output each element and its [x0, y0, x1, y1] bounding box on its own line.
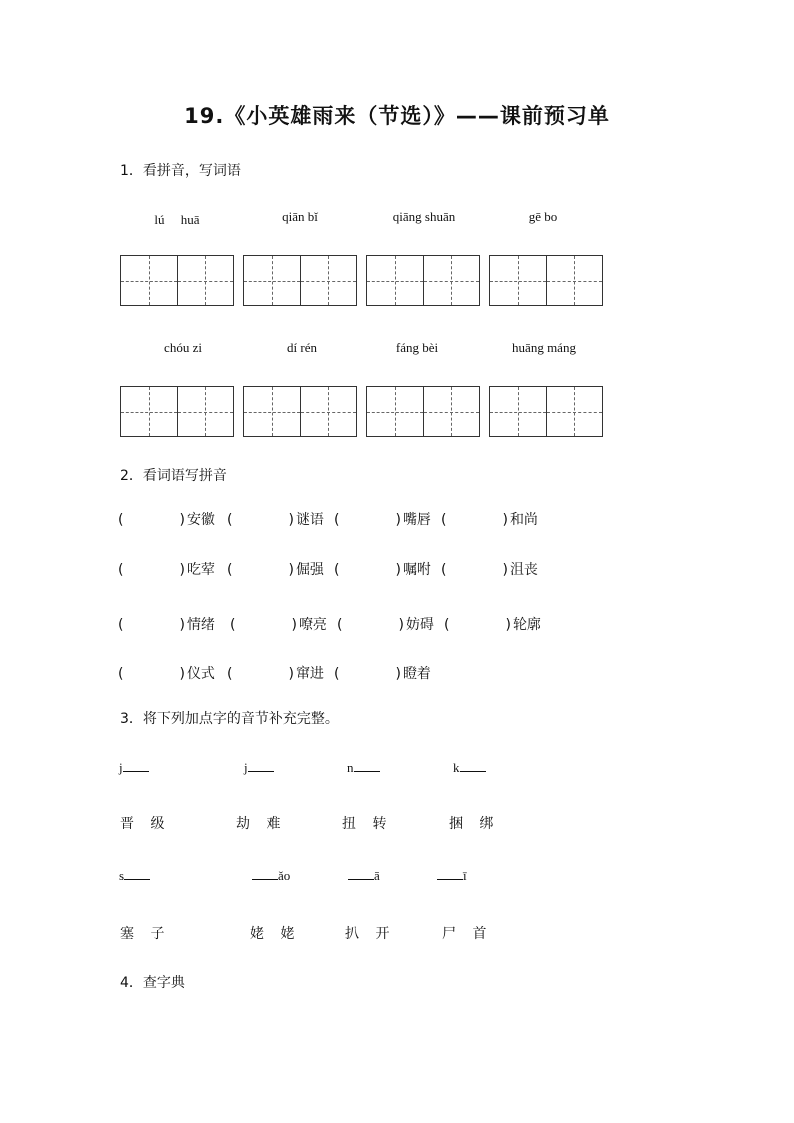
word-with-dotted-char: 晋 级 [120, 816, 171, 832]
word-label: 情绪 [186, 617, 215, 633]
word-label: 和尚 [509, 512, 538, 528]
pinyin-prompt: huāng máng [512, 340, 576, 355]
word-with-dotted-char: 劫 难 [236, 816, 287, 832]
syllable-blank[interactable] [437, 868, 467, 884]
pinyin-blank[interactable]: ( ) 嘹亮 [230, 617, 327, 633]
word-label: 嘹亮 [298, 617, 327, 633]
syllable-blank[interactable] [119, 760, 149, 776]
word-with-dotted-char: 扭 转 [342, 816, 393, 832]
syllable-initial: j [244, 760, 248, 775]
pinyin-blank[interactable]: ( ) 仪式 [118, 666, 215, 682]
writing-grid[interactable] [489, 255, 603, 306]
syllable-blank[interactable] [252, 868, 290, 884]
syllable-blank[interactable] [244, 760, 274, 776]
pinyin-blank[interactable]: ( ) 情绪 [118, 617, 215, 633]
writing-grid[interactable] [243, 255, 357, 306]
word-label: 妨碍 [405, 617, 434, 633]
writing-grid[interactable] [120, 255, 234, 306]
writing-grid[interactable] [366, 255, 480, 306]
syllable-final: ǎo [278, 868, 291, 883]
syllable-final: ī [463, 868, 467, 883]
word-label: 窜进 [295, 666, 324, 682]
word-with-dotted-char: 扒 开 [345, 926, 396, 942]
pinyin-blank[interactable]: ( ) 安徽 [118, 512, 215, 528]
syllable-initial: j [119, 760, 123, 775]
word-label: 嘱咐 [402, 562, 431, 578]
pinyin-prompt: lú huā [154, 212, 200, 227]
syllable-blank[interactable] [348, 868, 380, 884]
syllable-initial: k [453, 760, 460, 775]
pinyin-blank[interactable]: ( ) 窜进 [227, 666, 324, 682]
syllable-blank[interactable] [347, 760, 380, 776]
word-with-dotted-char: 塞 子 [120, 926, 171, 942]
word-with-dotted-char: 尸 首 [442, 926, 493, 942]
word-label: 仪式 [186, 666, 215, 682]
pinyin-blank[interactable]: ( ) 倔强 [227, 562, 324, 578]
pinyin-blank[interactable]: ( ) 嘴唇 [334, 512, 431, 528]
word-label: 倔强 [295, 562, 324, 578]
pinyin-blank[interactable]: ( ) 吃荤 [118, 562, 215, 578]
pinyin-blank[interactable]: ( ) 谜语 [227, 512, 324, 528]
pinyin-blank[interactable]: ( ) 和尚 [441, 512, 538, 528]
word-label: 瞪着 [402, 666, 431, 682]
syllable-blank[interactable] [453, 760, 486, 776]
question-2-heading: 2．看词语写拼音 [120, 468, 227, 484]
pinyin-blank[interactable]: ( ) 妨碍 [337, 617, 434, 633]
word-label: 吃荤 [186, 562, 215, 578]
pinyin-blank[interactable]: ( ) 沮丧 [441, 562, 538, 578]
syllable-initial: n [347, 760, 354, 775]
pinyin-prompt: qiāng shuān [392, 209, 456, 224]
writing-grid[interactable] [243, 386, 357, 437]
word-label: 轮廓 [512, 617, 541, 633]
pinyin-prompt: chóu zi [164, 340, 202, 355]
word-with-dotted-char: 捆 绑 [449, 816, 500, 832]
word-with-dotted-char: 姥 姥 [250, 926, 301, 942]
writing-grid[interactable] [366, 386, 480, 437]
syllable-blank[interactable] [119, 868, 150, 884]
syllable-final: ā [374, 868, 380, 883]
writing-grid[interactable] [489, 386, 603, 437]
pinyin-blank[interactable]: ( ) 轮廓 [444, 617, 541, 633]
word-label: 沮丧 [509, 562, 538, 578]
page-title: 19.《小英雄雨来（节选）》——课前预习单 [184, 104, 610, 128]
question-4-heading: 4．查字典 [120, 975, 185, 991]
question-3-heading: 3．将下列加点字的音节补充完整。 [120, 711, 339, 727]
pinyin-blank[interactable]: ( ) 瞪着 [334, 666, 431, 682]
pinyin-prompt: qiān bǐ [282, 209, 318, 224]
pinyin-blank[interactable]: ( ) 嘱咐 [334, 562, 431, 578]
word-label: 谜语 [295, 512, 324, 528]
pinyin-prompt: dí rén [287, 340, 317, 355]
syllable-initial: s [119, 868, 125, 883]
pinyin-prompt: fáng bèi [395, 340, 439, 355]
pinyin-prompt: gē bo [528, 209, 558, 224]
question-1-heading: 1．看拼音，写词语 [120, 163, 241, 179]
writing-grid[interactable] [120, 386, 234, 437]
word-label: 嘴唇 [402, 512, 431, 528]
word-label: 安徽 [186, 512, 215, 528]
